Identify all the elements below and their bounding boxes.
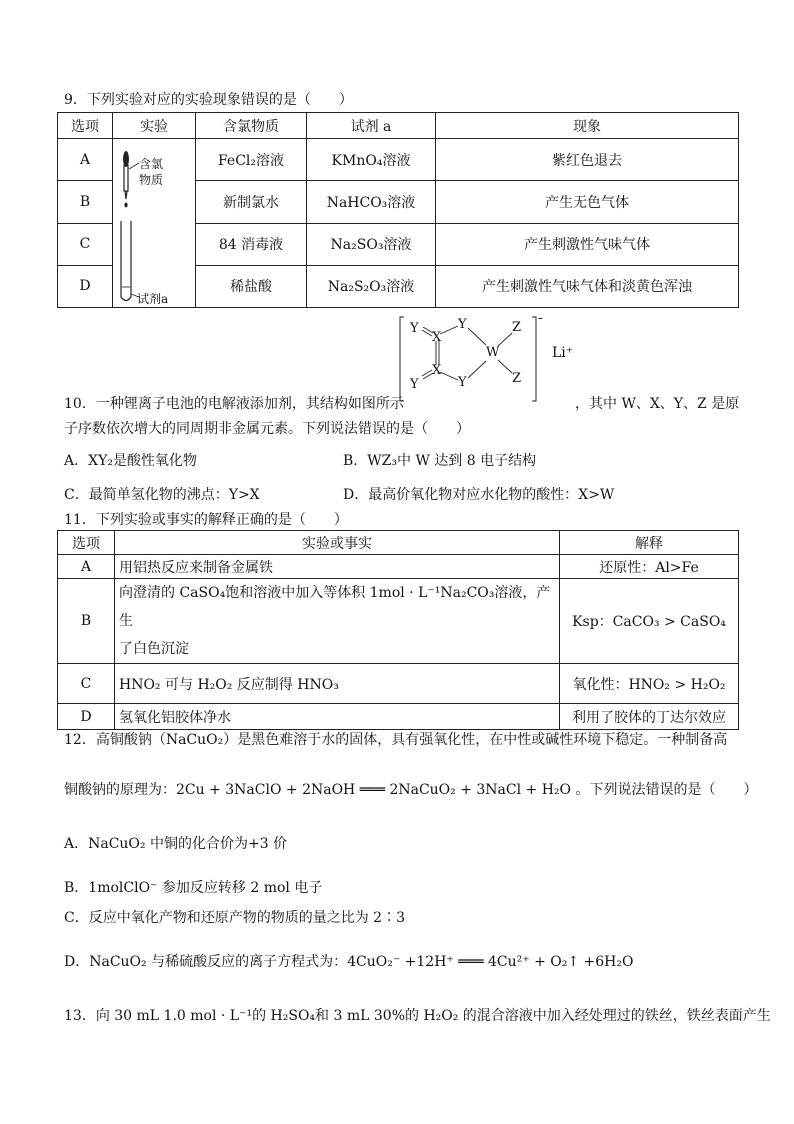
q9-reagent: Na₂S₂O₃溶液 [307, 265, 436, 307]
q9-phenomenon: 产生刺激性气味气体和淡黄色浑浊 [436, 265, 739, 307]
q11-fact-line: 了白色沉淀 [119, 641, 189, 657]
q12-stem-2: 铜酸钠的原理为：2Cu + 3NaClO + 2NaOH ═══ 2NaCuO₂ + 3NaCl + H₂O 。下列说法错误的是（ ） [64, 782, 758, 798]
q9-opt: D [58, 265, 113, 307]
q11-opt: C [58, 664, 115, 704]
atom: Y [458, 317, 467, 332]
q9-stem: 9．下列实验对应的实验现象错误的是（ ） [64, 92, 353, 108]
atom: Z [512, 320, 522, 335]
q10-stem-a: 10．一种锂离子电池的电解液添加剂，其结构如图所示 [64, 396, 404, 412]
q9-chlor: 新制氯水 [196, 181, 307, 223]
q12-option-c: C．反应中氧化产物和还原产物的物质的量之比为 2∶3 [64, 910, 405, 926]
q10-stem-b: ，其中 W、X、Y、Z 是原 [575, 396, 740, 412]
q9-reagent: Na₂SO₃溶液 [307, 223, 436, 265]
q9-chlor: 84 消毒液 [196, 223, 307, 265]
q9-phenomenon: 产生刺激性气味气体 [436, 223, 739, 265]
q12-option-d: D．NaCuO₂ 与稀硫酸反应的离子方程式为：4CuO₂⁻ +12H⁺ ═══ 4Cu²⁺ + O₂↑ +6H₂O [64, 954, 634, 970]
q11-fact-line: 向澄清的 CaSO₄饱和溶液中加入等体积 1mol · L⁻¹Na₂CO₃溶液，产生 [119, 585, 551, 629]
q11-table [57, 530, 739, 730]
q11-header: 解释 [560, 531, 739, 555]
q13-stem: 13．向 30 mL 1.0 mol · L⁻¹的 H₂SO₄和 3 mL 30%的 H₂O₂ 的混合溶液中加入经处理过的铁丝，铁丝表面产生 [64, 1008, 771, 1024]
q10-structure [398, 310, 548, 405]
q9-reagent: NaHCO₃溶液 [307, 181, 436, 223]
q9-header: 选项 [58, 113, 113, 139]
q9-reagent: KMnO₄溶液 [307, 139, 436, 181]
q9-header: 含氯物质 [196, 113, 307, 139]
q12-option-a: A．NaCuO₂ 中铜的化合价为+3 价 [64, 836, 288, 852]
q10-option-c: C．最简单氢化物的沸点：Y>X [64, 487, 260, 503]
lithium-cation: Li⁺ [552, 345, 574, 361]
q11-fact: HNO₂ 可与 H₂O₂ 反应制得 HNO₃ [115, 664, 560, 704]
atom: Y [410, 377, 419, 392]
q10-option-d: D．最高价氧化物对应水化物的酸性：X>W [343, 487, 615, 503]
q9-apparatus-cell [113, 139, 196, 308]
q10-option-b: B．WZ₃中 W 达到 8 电子结构 [343, 453, 537, 469]
q10-stem-c: 子序数依次增大的同周期非金属元素。下列说法错误的是（ ） [64, 421, 470, 437]
q9-header: 实验 [113, 113, 196, 139]
q9-phenomenon: 紫红色退去 [436, 139, 739, 181]
atom: Y [410, 321, 419, 336]
q10-option-a: A．XY₂是酸性氧化物 [64, 453, 197, 469]
structure-bonds [398, 313, 548, 405]
q11-header: 实验或事实 [115, 531, 560, 555]
q12-option-b: B．1molClO⁻ 参加反应转移 2 mol 电子 [64, 880, 323, 896]
atom: Z [512, 371, 522, 386]
atom: X [432, 363, 442, 378]
q11-explain: 还原性：Al>Fe [560, 555, 739, 579]
q9-opt: B [58, 181, 113, 223]
apparatus-label: 物质 [139, 173, 164, 187]
q11-explain: 利用了胶体的丁达尔效应 [560, 704, 739, 730]
atom: X [432, 330, 442, 345]
q11-fact: 用铝热反应来制备金属铁 [115, 555, 560, 579]
q9-header: 试剂 a [307, 113, 436, 139]
q9-opt: C [58, 223, 113, 265]
q11-opt: A [58, 555, 115, 579]
q11-opt: D [58, 704, 115, 730]
q11-explain: Ksp：CaCO₃ > CaSO₄ [560, 579, 739, 664]
q9-chlor: FeCl₂溶液 [196, 139, 307, 181]
q9-chlor: 稀盐酸 [196, 265, 307, 307]
structure-charge: - [538, 310, 543, 326]
q11-explain: 氧化性：HNO₂ > H₂O₂ [560, 664, 739, 704]
q9-table [57, 112, 739, 308]
q9-header: 现象 [436, 113, 739, 139]
apparatus-label: 含氯 [139, 157, 164, 171]
q9-phenomenon: 产生无色气体 [436, 181, 739, 223]
q11-fact: 氢氧化铝胶体净水 [115, 704, 560, 730]
apparatus-label: 试剂a [137, 292, 169, 306]
atom: W [486, 345, 500, 360]
q12-stem-1: 12．高铜酸钠（NaCuO₂）是黑色难溶于水的固体，具有强氧化性，在中性或碱性环境下稳定。一种制备高 [64, 732, 728, 748]
q11-opt: B [58, 579, 115, 664]
q9-opt: A [58, 139, 113, 181]
q11-fact [115, 579, 560, 664]
q11-stem: 11．下列实验或事实的解释正确的是（ ） [64, 512, 348, 528]
atom: Y [458, 375, 467, 390]
q11-header: 选项 [58, 531, 115, 555]
